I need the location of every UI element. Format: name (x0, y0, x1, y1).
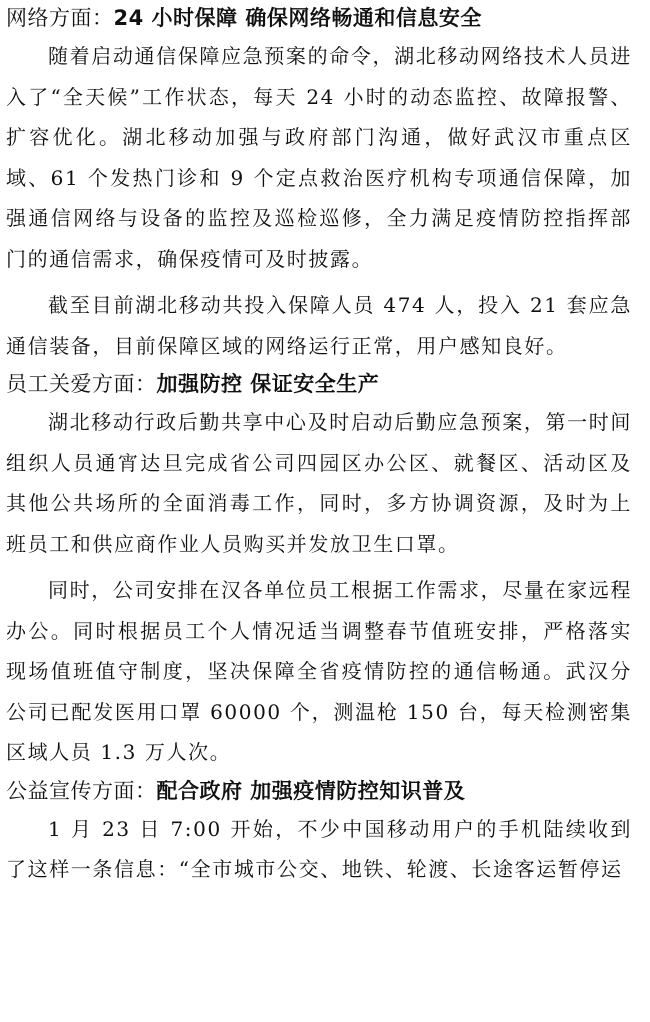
paragraph: 同时，公司安排在汉各单位员工根据工作需求，尽量在家远程办公。同时根据员工个人情况适当调整春节值班安排，严格落实现场值班值守制度，坚决保障全省疫情防控的通信畅通。武汉分公司已配发医用口罩 60000 个，测温枪 150 台，每天检测密集区域人员 1.3 万人次。 (6, 578, 632, 764)
section-label: 员工关爱方面： (6, 372, 157, 396)
paragraph: 1 月 23 日 7:00 开始，不少中国移动用户的手机陆续收到了这样一条信息：“全市城市公交、地铁、轮渡、长途客运暂停运 (6, 816, 632, 881)
paragraph: 随着启动通信保障应急预案的命令，湖北移动网络技术人员进入了“全天候”工作状态，每天 24 小时的动态监控、故障报警、扩容优化。湖北移动加强与政府部门沟通，做好武汉市重点区域、61 个发热门诊和 9 个定点救治医疗机构专项通信保障，加强通信网络与设备的监控及巡检巡修，全力满足疫情防控指挥部门的通信需求，确保疫情可及时披露。 (6, 44, 632, 271)
section-heading-network (6, 0, 632, 36)
section-topic: 配合政府 加强疫情防控知识普及 (156, 778, 466, 803)
section-heading-employee-care (6, 366, 632, 402)
paragraph: 湖北移动行政后勤共享中心及时启动后勤应急预案，第一时间组织人员通宵达旦完成省公司四园区办公区、就餐区、活动区及其他公共场所的全面消毒工作，同时，多方协调资源，及时为上班员工和供应商作业人员购买并发放卫生口罩。 (6, 410, 632, 556)
section-label: 网络方面： (6, 6, 114, 30)
section-topic: 加强防控 保证安全生产 (156, 372, 380, 396)
section-heading-public-welfare (6, 773, 632, 809)
section-topic: 24 小时保障 确保网络畅通和信息安全 (113, 6, 482, 30)
section-label: 公益宣传方面： (6, 778, 157, 803)
paragraph: 截至目前湖北移动共投入保障人员 474 人，投入 21 套应急通信装备，目前保障区域的网络运行正常，用户感知良好。 (6, 293, 632, 358)
